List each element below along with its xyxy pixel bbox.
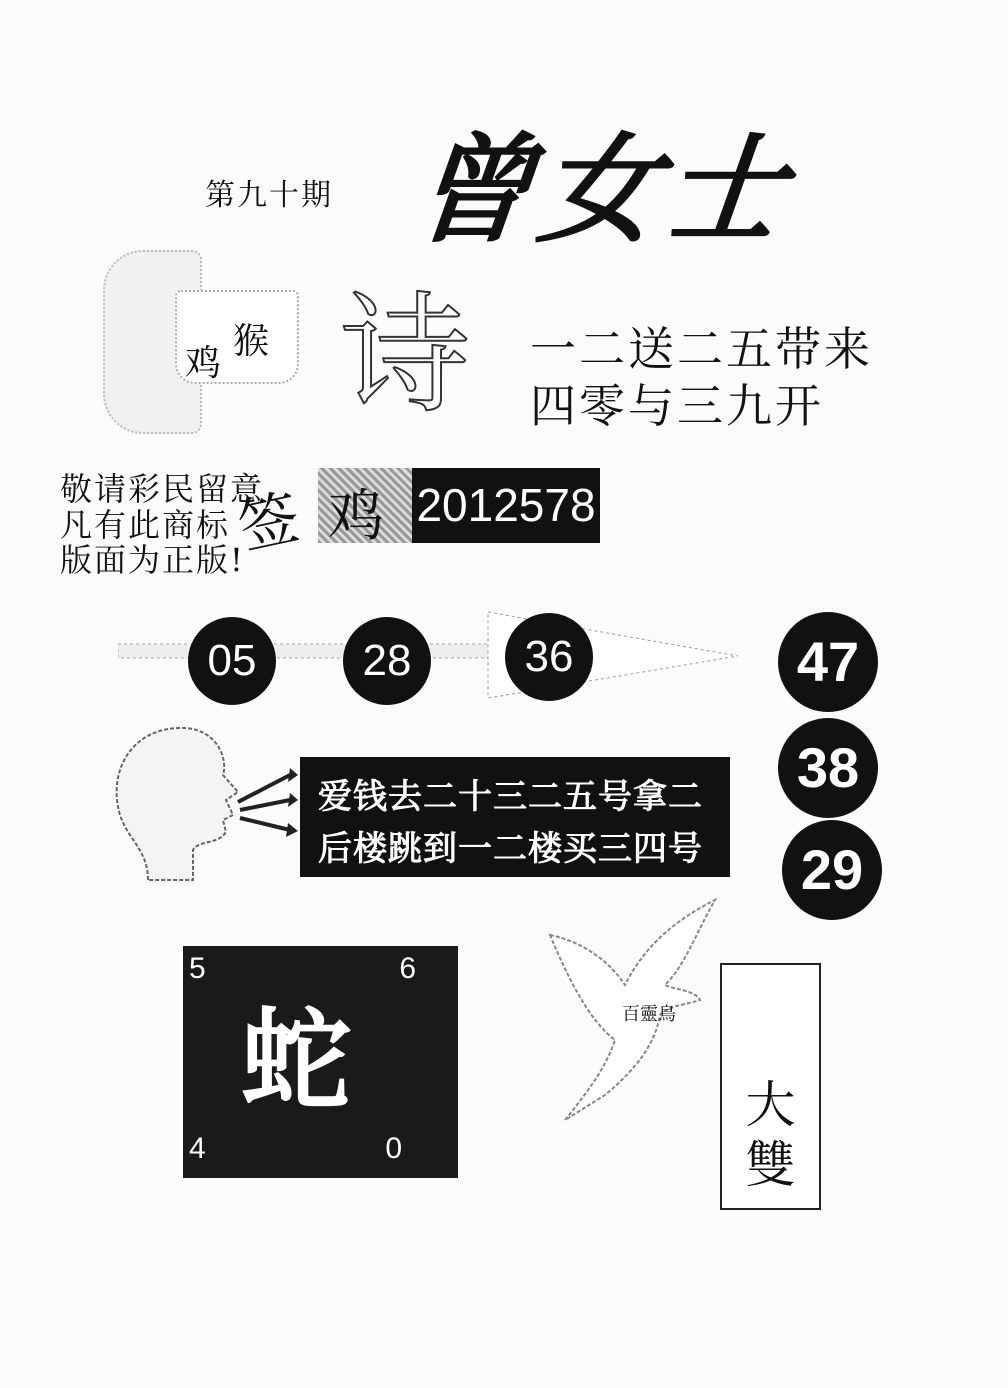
snake-box bbox=[183, 946, 458, 1178]
big-number-ball-2: 38 bbox=[778, 718, 878, 818]
poem-label: 诗 bbox=[340, 279, 471, 431]
poem-line-1: 一二送二五带来 bbox=[530, 322, 873, 376]
dove-label: 百靈鳥 bbox=[622, 1004, 676, 1025]
issue-number: 第九十期 bbox=[205, 178, 333, 213]
trademark-logo bbox=[318, 468, 413, 549]
pair-box bbox=[720, 963, 821, 1210]
number-ball-1: 05 bbox=[188, 617, 276, 705]
notice-line-3: 版面为正版! bbox=[60, 541, 245, 579]
riddle-line-2: 后楼跳到一二楼买三四号 bbox=[318, 829, 703, 869]
snake-number-bottom-right: 0 bbox=[385, 1132, 402, 1165]
logo-glyph: 鸡 bbox=[328, 484, 384, 549]
speaking-head-icon bbox=[108, 720, 298, 890]
snake-number-bottom-left: 4 bbox=[189, 1132, 206, 1165]
number-ball-2: 28 bbox=[343, 617, 431, 705]
pair-char-2: 雙 bbox=[745, 1136, 796, 1194]
trademark-glyph: 签 bbox=[232, 482, 306, 564]
zodiac-monkey: 猴 bbox=[233, 321, 270, 362]
code-number: 2012578 bbox=[412, 468, 600, 543]
number-ball-3: 36 bbox=[505, 613, 593, 701]
riddle-box bbox=[300, 757, 730, 877]
pair-char-1: 大 bbox=[745, 1076, 796, 1134]
snake-char: 蛇 bbox=[241, 996, 351, 1125]
notice-line-1: 敬请彩民留意 bbox=[60, 470, 265, 508]
snake-number-top-right: 6 bbox=[399, 952, 416, 985]
notice-line-2: 凡有此商标 bbox=[60, 506, 231, 544]
snake-number-top-left: 5 bbox=[189, 952, 206, 985]
poem-line-2: 四零与三九开 bbox=[530, 379, 824, 433]
riddle-line-1: 爱钱去二十三二五号拿二 bbox=[318, 777, 703, 817]
big-number-ball-1: 47 bbox=[778, 612, 878, 712]
big-number-ball-3: 29 bbox=[782, 820, 882, 920]
page-title: 曾女士 bbox=[406, 120, 800, 259]
zodiac-rooster: 鸡 bbox=[185, 343, 222, 384]
